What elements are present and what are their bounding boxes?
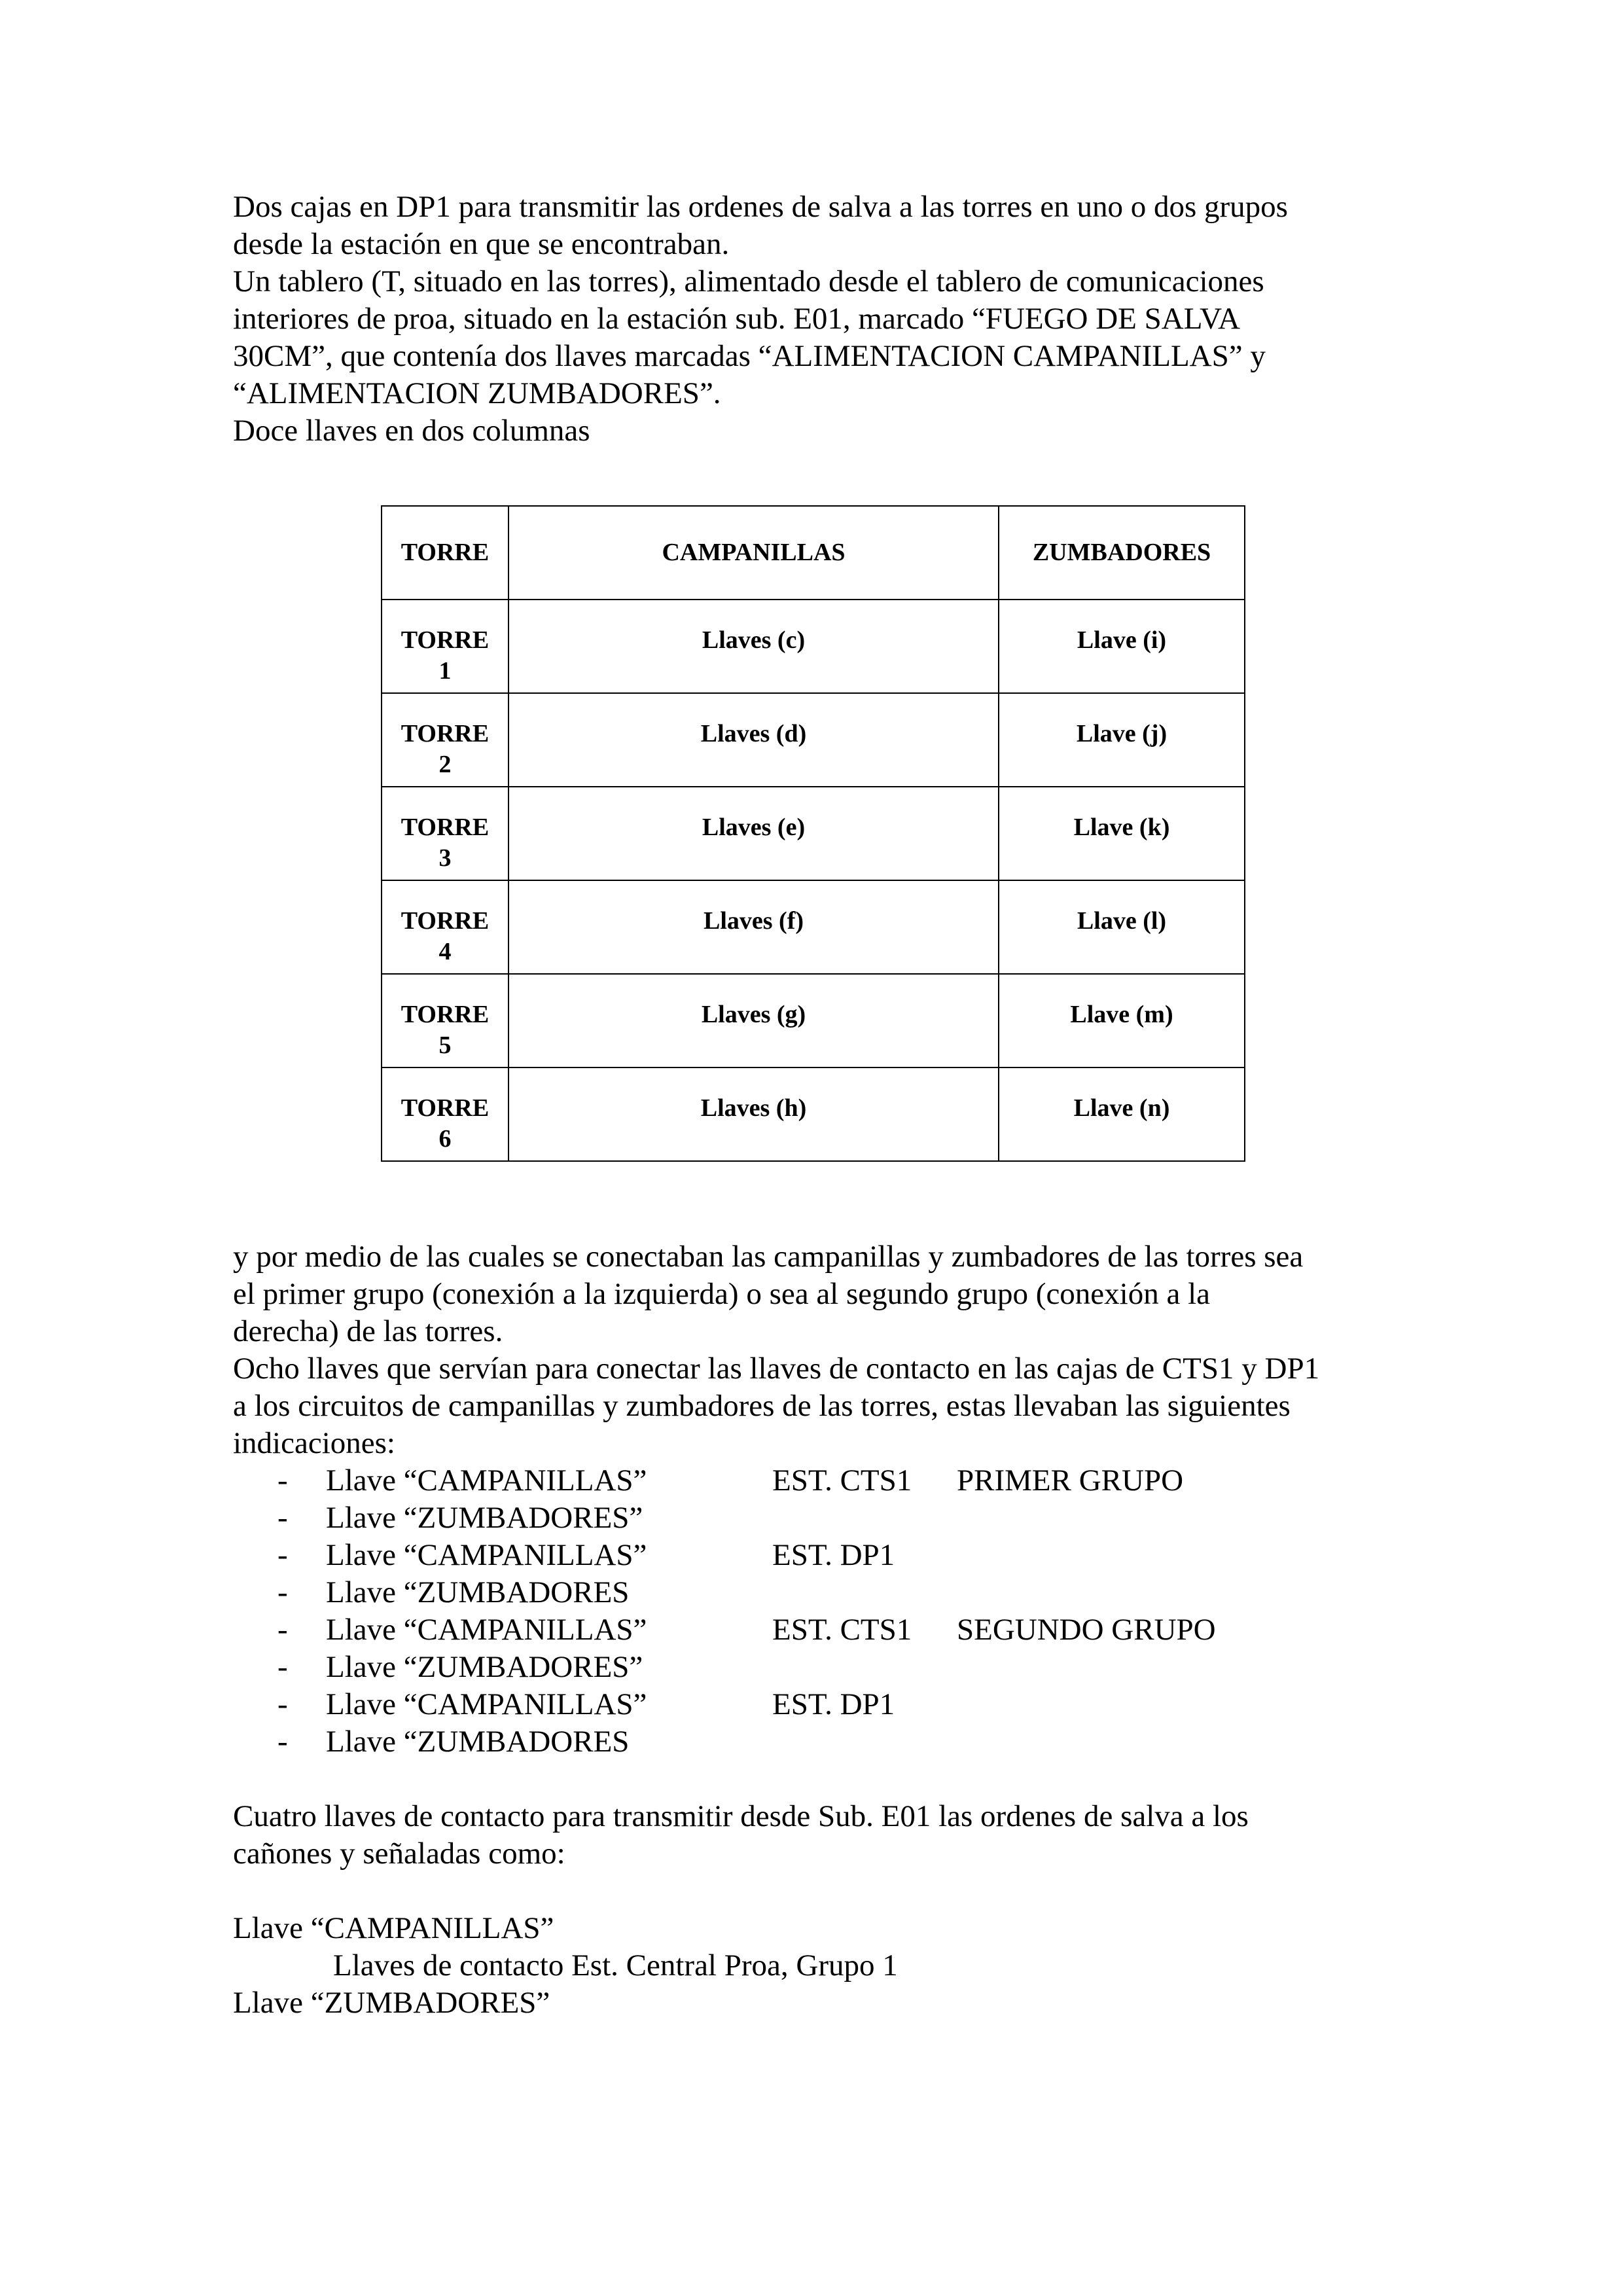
indicaciones-list (233, 1462, 1411, 1761)
header-torre: TORRE (382, 506, 508, 600)
closing-block (233, 1910, 1411, 2022)
campanillas-cell: Llaves (e) (508, 787, 999, 880)
text-line: el primer grupo (conexión a la izquierda) o sea al segundo grupo (conexión a la (233, 1277, 1211, 1311)
text-line: 30CM”, que contenía dos llaves marcadas “ALIMENTACION CAMPANILLAS” y (233, 339, 1266, 373)
text-line: a los circuitos de campanillas y zumbadores de las torres, estas llevaban las siguientes (233, 1389, 1291, 1423)
table-row (382, 600, 1245, 693)
campanillas-cell: Llaves (f) (508, 880, 999, 974)
document-page (233, 188, 1411, 2022)
list-item: - Llave “ZUMBADORES (277, 1725, 630, 1759)
header-campanillas: CAMPANILLAS (508, 506, 999, 600)
torre-cell: TORRE 2 (382, 693, 508, 787)
text-line: Llaves de contacto Est. Central Proa, Grupo 1 (333, 1948, 898, 1982)
list-item: - Llave “CAMPANILLAS” EST. CTS1 PRIMER GRUPO (277, 1463, 1184, 1498)
zumbadores-cell: Llave (m) (999, 974, 1245, 1067)
text-line: Dos cajas en DP1 para transmitir las ordenes de salva a las torres en uno o dos grupos (233, 190, 1288, 224)
campanillas-cell: Llaves (h) (508, 1067, 999, 1161)
table-row (382, 693, 1245, 787)
zumbadores-cell: Llave (i) (999, 600, 1245, 693)
campanillas-cell: Llaves (g) (508, 974, 999, 1067)
campanillas-cell: Llaves (d) (508, 693, 999, 787)
intro-paragraph (233, 188, 1411, 450)
list-item: - Llave “ZUMBADORES” (277, 1650, 643, 1684)
torre-cell: TORRE 6 (382, 1067, 508, 1161)
text-line: Ocho llaves que servían para conectar las llaves de contacto en las cajas de CTS1 y DP1 (233, 1352, 1320, 1386)
text-line: Llave “ZUMBADORES” (233, 1986, 550, 2020)
campanillas-cell: Llaves (c) (508, 600, 999, 693)
llaves-table (381, 505, 1245, 1162)
spacer (233, 1761, 1411, 1798)
torre-cell: TORRE 4 (382, 880, 508, 974)
table-row (382, 787, 1245, 880)
text-line: derecha) de las torres. (233, 1314, 503, 1348)
torre-cell: TORRE 1 (382, 600, 508, 693)
list-item: - Llave “ZUMBADORES” (277, 1501, 643, 1535)
list-item: - Llave “CAMPANILLAS” EST. DP1 (277, 1538, 895, 1572)
zumbadores-cell: Llave (l) (999, 880, 1245, 974)
torre-cell: TORRE 3 (382, 787, 508, 880)
table-row (382, 1067, 1245, 1161)
text-line: cañones y señaladas como: (233, 1837, 565, 1871)
header-zumbadores: ZUMBADORES (999, 506, 1245, 600)
text-line: desde la estación en que se encontraban. (233, 227, 730, 261)
zumbadores-cell: Llave (j) (999, 693, 1245, 787)
list-item: - Llave “CAMPANILLAS” EST. CTS1 SEGUNDO GRUPO (277, 1613, 1216, 1647)
text-line: Cuatro llaves de contacto para transmitir desde Sub. E01 las ordenes de salva a los (233, 1799, 1249, 1833)
spacer (233, 1873, 1411, 1910)
llaves-table-wrapper (381, 505, 1411, 1162)
text-line: interiores de proa, situado en la estación sub. E01, marcado “FUEGO DE SALVA (233, 302, 1240, 336)
text-line: Doce llaves en dos columnas (233, 414, 590, 448)
list-item: - Llave “CAMPANILLAS” EST. DP1 (277, 1687, 895, 1721)
text-line: y por medio de las cuales se conectaban las campanillas y zumbadores de las torres sea (233, 1240, 1304, 1274)
torre-cell: TORRE 5 (382, 974, 508, 1067)
text-line: “ALIMENTACION ZUMBADORES”. (233, 376, 721, 410)
cuatro-paragraph (233, 1798, 1411, 1873)
text-line: Un tablero (T, situado en las torres), alimentado desde el tablero de comunicaciones (233, 264, 1264, 298)
list-item: - Llave “ZUMBADORES (277, 1575, 630, 1609)
table-header-row (382, 506, 1245, 600)
after-table-paragraph (233, 1238, 1411, 1462)
text-line: Llave “CAMPANILLAS” (233, 1911, 554, 1945)
zumbadores-cell: Llave (n) (999, 1067, 1245, 1161)
zumbadores-cell: Llave (k) (999, 787, 1245, 880)
table-row (382, 880, 1245, 974)
table-row (382, 974, 1245, 1067)
text-line: indicaciones: (233, 1426, 395, 1460)
